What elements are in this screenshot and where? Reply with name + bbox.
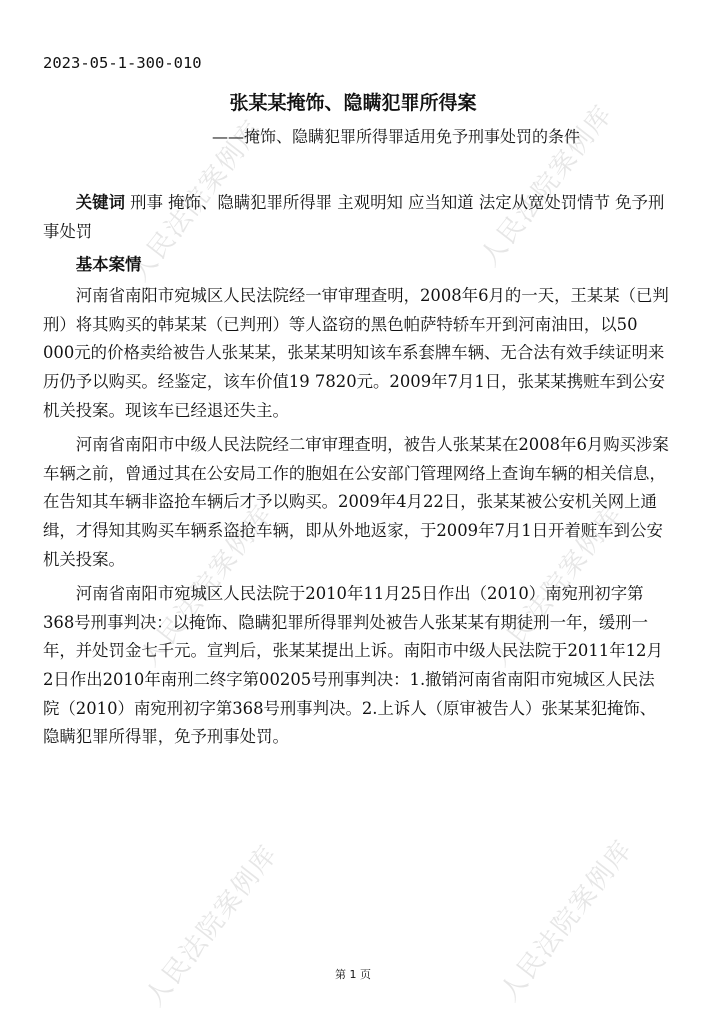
watermark: 人民法院案例库: [124, 114, 270, 288]
keywords-label: 关键词: [75, 193, 125, 212]
watermark: 人民法院案例库: [474, 99, 620, 273]
document-body: [43, 189, 671, 752]
facts-paragraph-2: 河南省南阳市中级人民法院经二审审理查明，被告人张某某在2008年6月购买涉案车辆之前，曾通过其在公安局工作的胞姐在公安部门管理网络上查询车辆的相关信息，在告知其车辆非盗抢车辆后才予以购买。2009年4月22日，张某某被公安机关网上通缉，才得知其购买车辆系盗抢车辆，即从外地返家，于2009年7月1日开着赃车到公安机关投案。: [43, 435, 669, 569]
watermark: 人民法院案例库: [484, 499, 630, 673]
document-title: 张某某掩饰、隐瞒犯罪所得案: [229, 92, 477, 114]
keywords-text: 刑事 掩饰、隐瞒犯罪所得罪 主观明知 应当知道 法定从宽处罚情节 免予刑事处罚: [43, 193, 665, 241]
page-number: 第 1 页: [335, 968, 371, 981]
facts-paragraph-3: 河南省南阳市宛城区人民法院于2010年11月25日作出（2010）南宛刑初字第368号刑事判决：以掩饰、隐瞒犯罪所得罪判处被告人张某某有期徒刑一年，缓刑一年，并处罚金七千元。宣判后，张某某提出上诉。南阳市中级人民法院于2011年12月2日作出2010年南刑二终字第00205号刑事判决：1.撤销河南省南阳市宛城区人民法院（2010）南宛刑初字第368号刑事判决。2.上诉人（原审被告人）张某某犯掩饰、隐瞒犯罪所得罪，免予刑事处罚。: [43, 584, 663, 747]
case-number: 2023-05-1-300-010: [43, 54, 202, 72]
keywords-paragraph: [43, 189, 671, 246]
section-heading-basic-facts: 基本案情: [75, 255, 142, 275]
watermark: 人民法院案例库: [139, 839, 285, 1013]
watermark: 人民法院案例库: [134, 499, 280, 673]
document-subtitle: ——掩饰、隐瞒犯罪所得罪适用免予刑事处罚的条件: [211, 127, 580, 146]
watermark: 人民法院案例库: [494, 834, 640, 1008]
facts-paragraph-1: 河南省南阳市宛城区人民法院经一审审理查明，2008年6月的一天，王某某（已判刑）将其购买的韩某某（已判刑）等人盗窃的黑色帕萨特轿车开到河南油田，以50 000元的价格卖给被告人张某某，张某某明知该车系套牌车辆、无合法有效手续证明来历仍予以购买。经鉴定，该车价值19 7820元。2009年7月1日，张某某携赃车到公安机关投案。现该车已经退还失主。: [43, 286, 669, 420]
